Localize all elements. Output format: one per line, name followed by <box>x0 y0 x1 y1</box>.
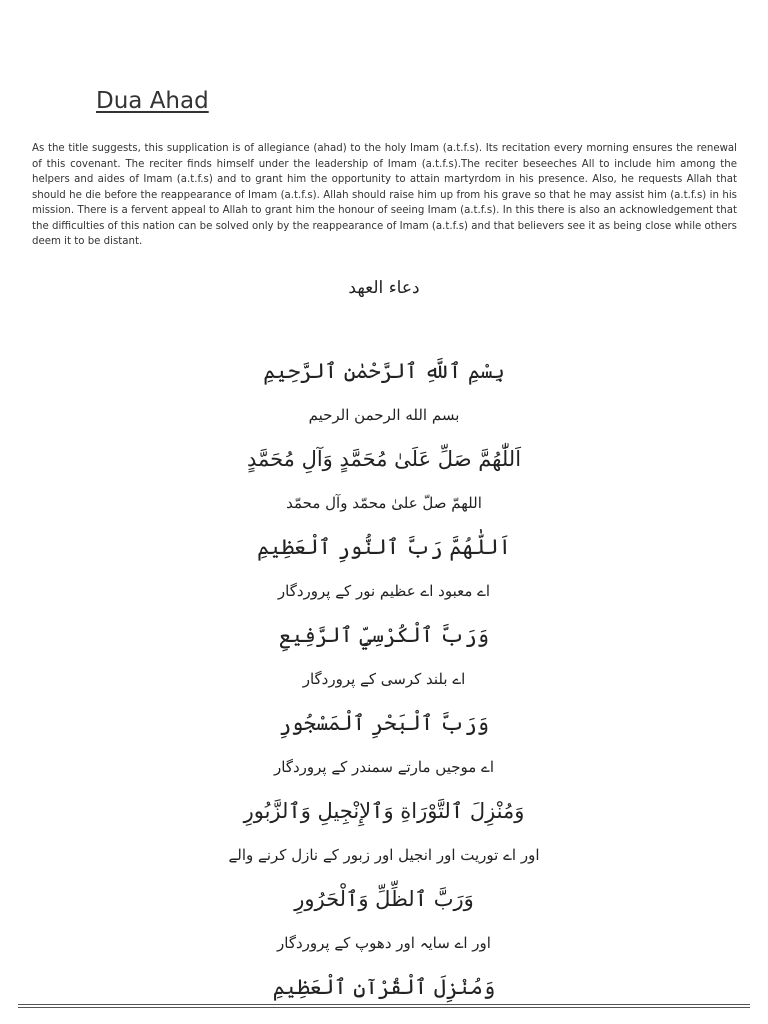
document-title: Dua Ahad <box>96 88 209 114</box>
verse-arabic-line: اَللّٰهُمَّ رَبَّ ٱلنُّورِ ٱلْعَظِيمِ <box>257 535 511 559</box>
verse-arabic-line: بِسْمِ ٱللَّهِ ٱلرَّحْمٰنِ ٱلرَّحِيمِ <box>263 359 505 383</box>
verse-translation-line: اللھمّ صلّ علیٰ محمّد وآل محمّد <box>286 494 482 512</box>
verse-arabic-line: وَرَبَّ ٱلظِّلِّ وَٱلْحَرُورِ <box>294 887 474 911</box>
arabic-heading: دعاء العهد <box>348 278 420 298</box>
verse-arabic-line: وَمُنْزِلَ ٱلتَّوْرَاةِ وَٱلإِنْجِيلِ وَٱلزَّبُورِ <box>243 799 525 823</box>
verse-arabic-line: وَرَبَّ ٱلْبَحْرِ ٱلْمَسْجُورِ <box>278 711 490 735</box>
verse-translation-line: اور اے توریت اور انجیل اور زبور کے نازل کرنے والے <box>228 846 540 864</box>
verse-translation-line: اور اے سایہ اور دھوپ کے پروردگار <box>277 934 491 952</box>
verse-translation-line: اے بلند کرسی کے پروردگار <box>302 670 466 688</box>
verses-block <box>0 348 768 1010</box>
verse-arabic-line: اَللّٰهُمَّ صَلِّ عَلَىٰ مُحَمَّدٍ وَآلِ مُحَمَّدٍ <box>246 447 522 471</box>
verse-translation-line: اے معبود اے عظیم نور کے پروردگار <box>277 582 491 600</box>
verse-translation-line: اے موجیں مارتے سمندر کے پروردگار <box>274 758 494 776</box>
verse-arabic-line: وَرَبَّ ٱلْكُرْسِيِّ ٱلرَّفِيعِ <box>278 623 490 647</box>
verse-arabic-line: وَمُنْزِلَ ٱلْقُرْآنِ ٱلْعَظِيمِ <box>272 975 496 999</box>
page-divider-bottom <box>18 1007 750 1008</box>
intro-paragraph: As the title suggests, this supplication is of allegiance (ahad) to the holy Imam (a.t.f.s). Its recitation every morning ensures the renewal of this covenant. The reciter finds himself under the leadership of Imam (a.t.f.s).The reciter beseeches All to include him among the helpers and aides of Imam (a.t.f.s) and to grant him the opportunity to attain martyrdom in his presence. Also, he requests Allah that should he die before the reappearance of Imam (a.t.f.s). Allah should raise him up from his grave so that he may assist him (a.t.f.s) in his mission. There is a fervent appeal to Allah to grant him the honour of seeing Imam (a.t.f.s). In this there is also an acknowledgement that the difficulties of this nation can be solved only by the reappearance of Imam (a.t.f.s) and that believers see it as being close while others deem it to be distant. <box>32 143 737 247</box>
verse-translation-line: بسم الله الرحمن الرحیم <box>308 406 460 424</box>
page-divider-top <box>18 1004 750 1005</box>
